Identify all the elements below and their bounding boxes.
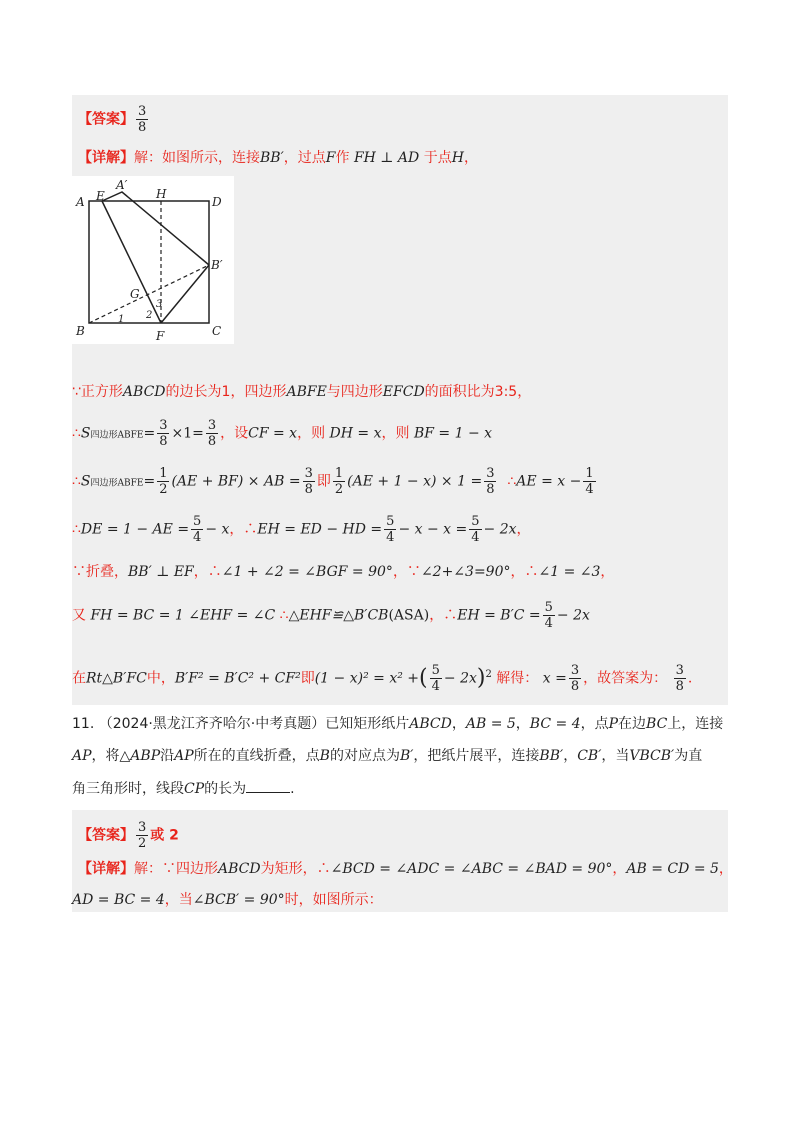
label-B-prime: B′ xyxy=(211,258,223,272)
geometry-figure xyxy=(72,176,234,344)
q11-answer: 【答案】 $\frac{3}{2}$ 或 2 xyxy=(78,820,179,851)
q11-detail-line-2: AD = BC = 4，当∠BCB′ = 90°时，如图所示： xyxy=(72,892,383,908)
q10-line-5: ∵折叠，BB′ ⊥ EF，∴∠1 + ∠2 = ∠BGF = 90°，∵∠2+∠3=90°，∴∠1 = ∠3， xyxy=(72,564,615,580)
answer-blank xyxy=(246,778,290,793)
label-angle-3: 3 xyxy=(156,299,163,310)
q10-line-1: ∵正方形ABCD的边长为1，四边形ABFE与四边形EFCD的面积比为3:5， xyxy=(72,384,532,400)
label-C: C xyxy=(212,324,222,338)
q11-question-line-1: 11. （2024·黑龙江齐齐哈尔·中考真题）已知矩形纸片ABCD，AB = 5，BC = 4，点P在边BC上，连接 xyxy=(72,716,724,732)
q10-answer: 【答案】 $\frac{3}{8}$ xyxy=(78,104,147,135)
q10-line-4: ∴DE = 1 − AE = $\frac{5}{4}$ − x，∴EH = ED − HD = $\frac{5}{4}$ − x − x = $\frac{5}{4}$ − 2x， xyxy=(72,514,531,545)
label-angle-2: 2 xyxy=(146,310,153,321)
label-angle-1: 1 xyxy=(118,314,125,325)
q11-question-line-3: 角三角形时，线段CP的长为 . xyxy=(72,778,295,800)
label-E: E xyxy=(96,189,105,203)
q11-detail-line-1: 【详解】解：∵四边形ABCD为矩形，∴∠BCD = ∠ADC = ∠ABC = ∠BAD = 90°，AB = CD = 5， xyxy=(78,861,733,877)
q10-line-3: ∴S四边形ABFE= $\frac{1}{2}$ (AE + BF) × AB = $\frac{3}{8}$ 即 $\frac{1}{2}$ (AE + 1 − x) × 1 = $\frac{3}{8}$ ∴AE = x − $\frac{1}{4}$ xyxy=(72,466,594,497)
label-F: F xyxy=(156,329,165,343)
label-G: G xyxy=(130,287,140,301)
answer-fraction: $\frac{3}{8}$ xyxy=(138,104,147,135)
q10-detail: 【详解】解：如图所示，连接BB′，过点F作 FH ⊥ AD 于点H， xyxy=(78,150,478,166)
label-H: H xyxy=(156,187,167,201)
label-A-prime: A′ xyxy=(116,178,128,192)
q11-question-line-2: AP，将△ABP沿AP所在的直线折叠，点B的对应点为B′，把纸片展平，连接BB′，CB′，当VBCB′为直 xyxy=(72,748,703,764)
q10-line-2: ∴S四边形ABFE= $\frac{3}{8}$ ×1= $\frac{3}{8}$ ，设CF = x，则 DH = x，则 BF = 1 − x xyxy=(72,418,493,449)
label-D: D xyxy=(212,195,222,209)
q10-line-6: 又 FH = BC = 1 ∠EHF = ∠C ∴△EHF≌△B′CB(ASA)，∴EH = B′C = $\frac{5}{4}$ − 2x xyxy=(72,600,590,631)
q10-line-7: 在Rt△B′FC中，B′F² = B′C² + CF²即(1 − x)² = x² +( $\frac{5}{4}$ − 2x)$^2$ 解得： x = $\frac{3}{8}$ ，故答案为： $\frac{3}{8}$ . xyxy=(72,663,693,694)
label-B: B xyxy=(76,324,85,338)
label-A: A xyxy=(76,195,85,209)
